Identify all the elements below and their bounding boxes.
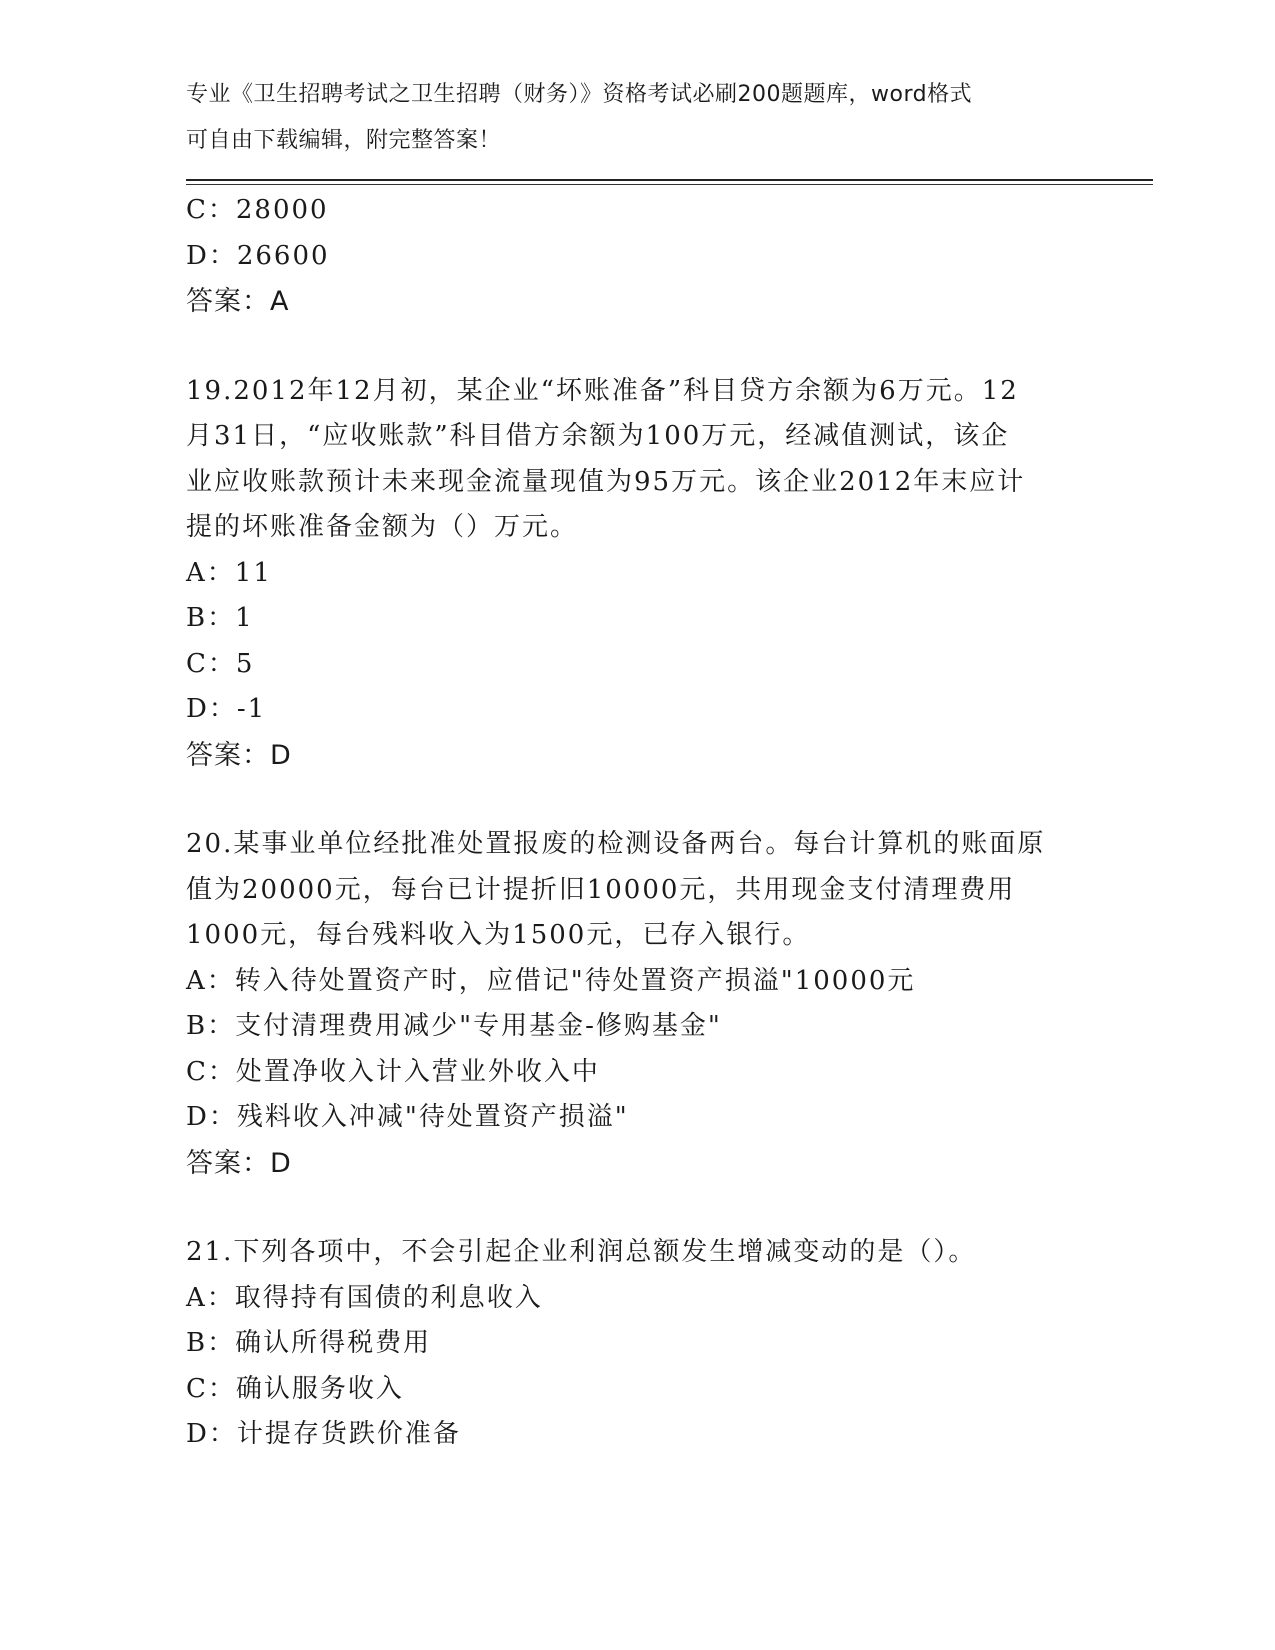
page-header bbox=[186, 72, 1086, 163]
question-stem-line: 1000元，每台残料收入为1500元，已存入银行。 bbox=[186, 920, 811, 950]
option-a: A：取得持有国债的利息收入 bbox=[186, 1282, 543, 1313]
option-d: D：-1 bbox=[186, 694, 267, 724]
option-b: B：1 bbox=[186, 603, 254, 633]
question-stem-line: 业应收账款预计未来现金流量现值为95万元。该企业2012年末应计 bbox=[186, 466, 1026, 497]
question-stem-line: 21.下列各项中，不会引起企业利润总额发生增减变动的是（）。 bbox=[186, 1237, 977, 1267]
option-b: B：支付清理费用减少"专用基金-修购基金" bbox=[186, 1011, 722, 1041]
question-20 bbox=[186, 822, 1086, 1186]
question-19 bbox=[186, 369, 1086, 779]
question-stem-line: 19.2012年12月初，某企业“坏账准备”科目贷方余额为6万元。12 bbox=[186, 375, 1019, 406]
option-c: C：5 bbox=[186, 648, 255, 679]
option-d: D：计提存货跌价准备 bbox=[186, 1419, 461, 1449]
option-a: A：11 bbox=[186, 557, 272, 588]
option-c: C：28000 bbox=[186, 195, 329, 225]
header-divider-thick bbox=[186, 179, 1153, 181]
header-divider-thin bbox=[186, 184, 1153, 185]
answer-label: 答案：D bbox=[186, 739, 292, 771]
question-stem-line: 月31日，“应收账款”科目借方余额为100万元，经减值测试，该企 bbox=[186, 421, 1010, 451]
question-18-tail bbox=[186, 188, 1086, 325]
document-body bbox=[186, 188, 1086, 1458]
option-c: C：处置净收入计入营业外收入中 bbox=[186, 1056, 600, 1087]
question-stem-line: 提的坏账准备金额为（）万元。 bbox=[186, 512, 579, 542]
spacer bbox=[186, 325, 1086, 369]
option-d: D：残料收入冲减"待处置资产损溢" bbox=[186, 1102, 629, 1132]
spacer bbox=[186, 778, 1086, 822]
option-b: B：确认所得税费用 bbox=[186, 1328, 432, 1358]
question-21 bbox=[186, 1230, 1086, 1458]
option-a: A：转入待处置资产时，应借记"待处置资产损溢"10000元 bbox=[186, 965, 916, 996]
option-d: D：26600 bbox=[186, 240, 330, 271]
answer-label: 答案：A bbox=[186, 286, 290, 317]
answer-label: 答案：D bbox=[186, 1147, 292, 1179]
question-stem-line: 值为20000元，每台已计提折旧10000元，共用现金支付清理费用 bbox=[186, 874, 1016, 905]
header-line-1: 专业《卫生招聘考试之卫生招聘（财务）》资格考试必刷200题题库，word格式 bbox=[186, 82, 973, 107]
question-stem-line: 20.某事业单位经批准处置报废的检测设备两台。每台计算机的账面原 bbox=[186, 829, 1046, 859]
header-line-2: 可自由下载编辑，附完整答案！ bbox=[186, 127, 502, 153]
option-c: C：确认服务收入 bbox=[186, 1373, 404, 1404]
spacer bbox=[186, 1186, 1086, 1230]
